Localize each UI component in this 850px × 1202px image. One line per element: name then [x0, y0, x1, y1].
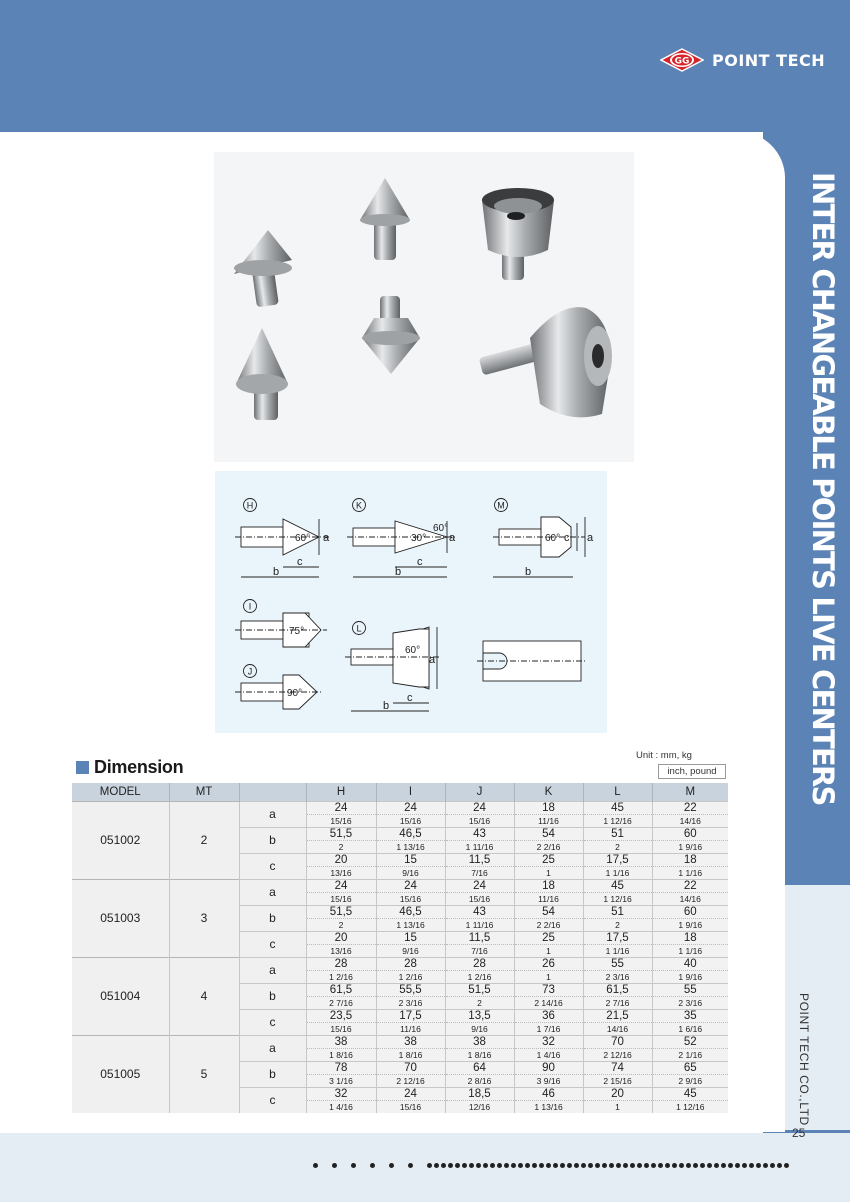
footer-dot	[434, 1163, 439, 1168]
value-inch-cell: 15/16	[445, 814, 514, 827]
table-row	[72, 801, 728, 814]
footer-dots	[313, 1163, 791, 1168]
value-mm-cell: 17,5	[583, 853, 652, 866]
table-row	[72, 957, 728, 970]
value-mm-cell: 40	[652, 957, 728, 970]
value-inch-cell: 2 8/16	[445, 1074, 514, 1087]
value-mm-cell: 24	[306, 801, 376, 814]
value-mm-cell: 18,5	[445, 1087, 514, 1100]
model-cell: 051002	[72, 801, 169, 879]
value-inch-cell: 1 9/16	[652, 918, 728, 931]
value-mm-cell: 24	[445, 801, 514, 814]
footer-dot	[567, 1163, 572, 1168]
value-inch-cell: 1 13/16	[376, 840, 445, 853]
footer-dot	[469, 1163, 474, 1168]
value-inch-cell: 2 2/16	[514, 840, 583, 853]
value-mm-cell: 55,5	[376, 983, 445, 996]
footer-dot	[389, 1163, 394, 1168]
value-mm-cell: 28	[306, 957, 376, 970]
value-inch-cell: 15/16	[306, 892, 376, 905]
diagram-l-dim-b: b	[383, 700, 390, 712]
value-inch-cell: 1 13/16	[514, 1100, 583, 1113]
header-l: L	[583, 783, 652, 801]
footer-dot	[408, 1163, 413, 1168]
value-mm-cell: 61,5	[306, 983, 376, 996]
value-mm-cell: 24	[376, 801, 445, 814]
footer-dot	[721, 1163, 726, 1168]
value-inch-cell: 2 1/16	[652, 1048, 728, 1061]
value-mm-cell: 26	[514, 957, 583, 970]
footer-dot	[313, 1163, 318, 1168]
value-inch-cell: 14/16	[583, 1022, 652, 1035]
dimension-table	[72, 783, 728, 1113]
dimension-key-cell: b	[239, 827, 306, 853]
footer-dot	[784, 1163, 789, 1168]
value-inch-cell: 9/16	[376, 866, 445, 879]
diagram-m-dim-b: b	[525, 566, 532, 578]
dimension-key-cell: a	[239, 957, 306, 983]
value-inch-cell: 2	[583, 840, 652, 853]
value-mm-cell: 17,5	[583, 931, 652, 944]
model-group	[72, 1035, 728, 1113]
footer-dot	[427, 1163, 432, 1168]
value-inch-cell: 2 12/16	[376, 1074, 445, 1087]
value-inch-cell: 1	[514, 944, 583, 957]
value-mm-cell: 13,5	[445, 1009, 514, 1022]
value-inch-cell: 1	[514, 970, 583, 983]
value-inch-cell: 2 12/16	[583, 1048, 652, 1061]
value-inch-cell: 11/16	[514, 814, 583, 827]
value-mm-cell: 28	[445, 957, 514, 970]
diagram-k-dim-b: b	[395, 566, 402, 578]
footer-dot	[476, 1163, 481, 1168]
footer-dot	[332, 1163, 337, 1168]
footer-dot	[581, 1163, 586, 1168]
logo-mark-text: GG	[674, 56, 690, 67]
value-mm-cell: 46,5	[376, 827, 445, 840]
footer-dot	[749, 1163, 754, 1168]
value-inch-cell: 2	[445, 996, 514, 1009]
diagram-k-dim-c: c	[417, 556, 423, 568]
dimension-key-cell: a	[239, 801, 306, 827]
value-inch-cell: 2 15/16	[583, 1074, 652, 1087]
value-inch-cell: 1 13/16	[376, 918, 445, 931]
dimension-marker	[76, 761, 89, 774]
footer-dot	[728, 1163, 733, 1168]
value-mm-cell: 43	[445, 827, 514, 840]
footer-dot	[742, 1163, 747, 1168]
diagram-j-label: J	[247, 666, 253, 677]
value-inch-cell: 15/16	[376, 814, 445, 827]
footer-dot	[637, 1163, 642, 1168]
footer-dot	[602, 1163, 607, 1168]
mt-cell: 2	[169, 801, 239, 879]
value-mm-cell: 51,5	[306, 905, 376, 918]
technical-diagram	[215, 471, 607, 733]
value-inch-cell: 2 3/16	[376, 996, 445, 1009]
mt-cell: 5	[169, 1035, 239, 1113]
footer-dot	[686, 1163, 691, 1168]
value-mm-cell: 70	[583, 1035, 652, 1048]
value-mm-cell: 22	[652, 801, 728, 814]
value-inch-cell: 13/16	[306, 866, 376, 879]
page-number: 25	[792, 1126, 806, 1140]
value-mm-cell: 51,5	[445, 983, 514, 996]
footer-dot	[574, 1163, 579, 1168]
diagram-k-angle-outer: 60°	[433, 523, 449, 534]
value-inch-cell: 12/16	[445, 1100, 514, 1113]
value-mm-cell: 20	[583, 1087, 652, 1100]
value-inch-cell: 1 12/16	[652, 1100, 728, 1113]
value-mm-cell: 54	[514, 827, 583, 840]
value-inch-cell: 1 8/16	[445, 1048, 514, 1061]
footer-dot	[609, 1163, 614, 1168]
header-m: M	[652, 783, 728, 801]
value-inch-cell: 9/16	[445, 1022, 514, 1035]
value-mm-cell: 18	[652, 853, 728, 866]
footer-dot	[370, 1163, 375, 1168]
value-inch-cell: 1 2/16	[376, 970, 445, 983]
value-mm-cell: 73	[514, 983, 583, 996]
diagram-l-dim-c: c	[407, 692, 413, 704]
value-inch-cell: 14/16	[652, 814, 728, 827]
value-inch-cell: 15/16	[306, 1022, 376, 1035]
footer-dot	[483, 1163, 488, 1168]
value-inch-cell: 15/16	[376, 1100, 445, 1113]
footer-dot	[490, 1163, 495, 1168]
value-mm-cell: 25	[514, 931, 583, 944]
footer-dot	[616, 1163, 621, 1168]
value-mm-cell: 28	[376, 957, 445, 970]
footer-dot	[560, 1163, 565, 1168]
value-mm-cell: 21,5	[583, 1009, 652, 1022]
footer-dot	[658, 1163, 663, 1168]
value-mm-cell: 65	[652, 1061, 728, 1074]
value-mm-cell: 38	[376, 1035, 445, 1048]
footer-dot	[511, 1163, 516, 1168]
value-inch-cell: 2	[306, 840, 376, 853]
diagram-m-dim-c: c	[564, 532, 570, 544]
diagram-k-dim-a: a	[449, 532, 456, 544]
footer-dot	[441, 1163, 446, 1168]
header-j: J	[445, 783, 514, 801]
footer-dot	[714, 1163, 719, 1168]
footer-dot	[735, 1163, 740, 1168]
value-inch-cell: 2 3/16	[583, 970, 652, 983]
footer-dot	[770, 1163, 775, 1168]
value-inch-cell: 1 6/16	[652, 1022, 728, 1035]
footer-dot	[644, 1163, 649, 1168]
diagram-cross-section	[477, 641, 587, 681]
dimension-key-cell: c	[239, 1087, 306, 1113]
value-inch-cell: 2 7/16	[306, 996, 376, 1009]
model-group	[72, 879, 728, 957]
value-mm-cell: 18	[652, 931, 728, 944]
value-mm-cell: 43	[445, 905, 514, 918]
value-inch-cell: 1 12/16	[583, 892, 652, 905]
model-cell: 051004	[72, 957, 169, 1035]
value-mm-cell: 24	[445, 879, 514, 892]
value-inch-cell: 1 1/16	[652, 944, 728, 957]
value-mm-cell: 64	[445, 1061, 514, 1074]
value-mm-cell: 61,5	[583, 983, 652, 996]
value-inch-cell: 2 9/16	[652, 1074, 728, 1087]
footer-dot	[665, 1163, 670, 1168]
value-mm-cell: 15	[376, 931, 445, 944]
value-mm-cell: 38	[445, 1035, 514, 1048]
value-mm-cell: 17,5	[376, 1009, 445, 1022]
footer-dot	[700, 1163, 705, 1168]
value-inch-cell: 15/16	[376, 892, 445, 905]
diagram-l-label: L	[356, 623, 362, 634]
model-cell: 051005	[72, 1035, 169, 1113]
value-inch-cell: 1 9/16	[652, 970, 728, 983]
value-mm-cell: 45	[583, 879, 652, 892]
value-mm-cell: 36	[514, 1009, 583, 1022]
value-inch-cell: 2 3/16	[652, 996, 728, 1009]
value-mm-cell: 78	[306, 1061, 376, 1074]
table-header-row	[72, 783, 728, 801]
value-mm-cell: 90	[514, 1061, 583, 1074]
value-mm-cell: 24	[376, 879, 445, 892]
footer-dot	[532, 1163, 537, 1168]
value-mm-cell: 45	[583, 801, 652, 814]
model-cell: 051003	[72, 879, 169, 957]
value-mm-cell: 52	[652, 1035, 728, 1048]
product-photo	[214, 152, 634, 462]
logo-diamond-icon	[660, 48, 704, 72]
value-inch-cell: 1 1/16	[583, 866, 652, 879]
value-mm-cell: 24	[376, 1087, 445, 1100]
diagram-m-label: M	[497, 500, 505, 511]
footer-dot	[679, 1163, 684, 1168]
value-mm-cell: 18	[514, 879, 583, 892]
value-inch-cell: 13/16	[306, 944, 376, 957]
value-mm-cell: 32	[514, 1035, 583, 1048]
footer-dot	[756, 1163, 761, 1168]
table-row	[72, 1035, 728, 1048]
footer-dot	[707, 1163, 712, 1168]
value-mm-cell: 60	[652, 905, 728, 918]
value-inch-cell: 1 8/16	[376, 1048, 445, 1061]
footer-dot	[777, 1163, 782, 1168]
diagram-h-dim-b: b	[273, 566, 280, 578]
diagram-i-angle: 75°	[289, 626, 305, 637]
value-mm-cell: 32	[306, 1087, 376, 1100]
footer-dot	[462, 1163, 467, 1168]
dimension-key-cell: c	[239, 931, 306, 957]
value-mm-cell: 20	[306, 931, 376, 944]
value-mm-cell: 20	[306, 853, 376, 866]
footer-dot	[672, 1163, 677, 1168]
header-model: MODEL	[72, 783, 169, 801]
value-inch-cell: 1 1/16	[583, 944, 652, 957]
diagram-l-dim-a: a	[429, 654, 436, 666]
value-mm-cell: 35	[652, 1009, 728, 1022]
value-inch-cell: 2 2/16	[514, 918, 583, 931]
dimension-key-cell: c	[239, 1009, 306, 1035]
value-inch-cell: 2	[306, 918, 376, 931]
footer-dot	[553, 1163, 558, 1168]
value-inch-cell: 1	[514, 866, 583, 879]
model-group	[72, 801, 728, 879]
value-inch-cell: 1 9/16	[652, 840, 728, 853]
brand-name: POINT TECH	[712, 50, 826, 70]
diagram-h-label: H	[246, 500, 254, 511]
value-mm-cell: 51	[583, 905, 652, 918]
diagram-m-dim-a: a	[587, 532, 594, 544]
value-inch-cell: 2 14/16	[514, 996, 583, 1009]
footer-dot	[693, 1163, 698, 1168]
dimension-key-cell: b	[239, 1061, 306, 1087]
footer-dot	[595, 1163, 600, 1168]
vertical-page-title: INTER CHANGEABLE POINTS LIVE CENTERS	[806, 172, 840, 805]
unit-label-imperial: inch, pound	[658, 764, 726, 779]
diagram-i-label: I	[248, 601, 252, 612]
value-inch-cell: 1 4/16	[306, 1100, 376, 1113]
header-k: K	[514, 783, 583, 801]
footer-dot	[588, 1163, 593, 1168]
value-mm-cell: 23,5	[306, 1009, 376, 1022]
footer-dot	[504, 1163, 509, 1168]
diagram-h-angle: 60°	[295, 533, 311, 544]
footer-dot	[448, 1163, 453, 1168]
diagram-j-angle: 90°	[287, 688, 303, 699]
footer-dot	[351, 1163, 356, 1168]
brand-logo	[660, 48, 825, 72]
value-inch-cell: 2	[583, 918, 652, 931]
value-inch-cell: 1 4/16	[514, 1048, 583, 1061]
value-inch-cell: 9/16	[376, 944, 445, 957]
diagram-l-angle: 60°	[405, 645, 421, 656]
diagram-h-dim-c: c	[297, 556, 303, 568]
footer-dot	[651, 1163, 656, 1168]
header-h: H	[306, 783, 376, 801]
header-dim	[239, 783, 306, 801]
value-mm-cell: 25	[514, 853, 583, 866]
value-inch-cell: 15/16	[306, 814, 376, 827]
value-mm-cell: 38	[306, 1035, 376, 1048]
value-inch-cell: 3 1/16	[306, 1074, 376, 1087]
footer-dot	[623, 1163, 628, 1168]
value-mm-cell: 70	[376, 1061, 445, 1074]
value-inch-cell: 1 11/16	[445, 918, 514, 931]
value-inch-cell: 1 2/16	[445, 970, 514, 983]
model-group	[72, 957, 728, 1035]
table-row	[72, 879, 728, 892]
value-mm-cell: 55	[583, 957, 652, 970]
diagram-h-dim-a: a	[323, 532, 330, 544]
value-inch-cell: 7/16	[445, 944, 514, 957]
value-inch-cell: 1 1/16	[652, 866, 728, 879]
value-inch-cell: 11/16	[514, 892, 583, 905]
value-mm-cell: 51,5	[306, 827, 376, 840]
value-mm-cell: 46,5	[376, 905, 445, 918]
value-inch-cell: 1 7/16	[514, 1022, 583, 1035]
diagram-m-angle: 60°	[545, 533, 561, 544]
mt-cell: 3	[169, 879, 239, 957]
value-inch-cell: 1 2/16	[306, 970, 376, 983]
footer-dot	[763, 1163, 768, 1168]
value-mm-cell: 74	[583, 1061, 652, 1074]
dimension-key-cell: c	[239, 853, 306, 879]
value-mm-cell: 11,5	[445, 931, 514, 944]
value-inch-cell: 14/16	[652, 892, 728, 905]
value-inch-cell: 3 9/16	[514, 1074, 583, 1087]
value-mm-cell: 46	[514, 1087, 583, 1100]
value-mm-cell: 55	[652, 983, 728, 996]
dimension-key-cell: b	[239, 905, 306, 931]
value-mm-cell: 11,5	[445, 853, 514, 866]
value-inch-cell: 7/16	[445, 866, 514, 879]
value-inch-cell: 1 11/16	[445, 840, 514, 853]
value-mm-cell: 54	[514, 905, 583, 918]
dimension-key-cell: a	[239, 879, 306, 905]
header-i: I	[376, 783, 445, 801]
value-mm-cell: 22	[652, 879, 728, 892]
value-mm-cell: 60	[652, 827, 728, 840]
value-inch-cell: 11/16	[376, 1022, 445, 1035]
value-mm-cell: 45	[652, 1087, 728, 1100]
value-inch-cell: 1 8/16	[306, 1048, 376, 1061]
value-mm-cell: 18	[514, 801, 583, 814]
footer-dot	[497, 1163, 502, 1168]
footer-dot	[546, 1163, 551, 1168]
footer-dot	[525, 1163, 530, 1168]
vertical-company-name: POINT TECH CO.,LTD	[797, 993, 811, 1126]
diagram-k-label: K	[355, 500, 363, 511]
value-mm-cell: 15	[376, 853, 445, 866]
header-mt: MT	[169, 783, 239, 801]
unit-label: Unit : mm, kg	[636, 750, 692, 761]
dimension-key-cell: a	[239, 1035, 306, 1061]
footer-dot	[455, 1163, 460, 1168]
footer-dot	[630, 1163, 635, 1168]
value-inch-cell: 2 7/16	[583, 996, 652, 1009]
footer-dot	[518, 1163, 523, 1168]
footer-dot	[539, 1163, 544, 1168]
dimension-title: Dimension	[94, 757, 184, 777]
diagram-k-angle-inner: 30°	[411, 533, 427, 544]
value-inch-cell: 1 12/16	[583, 814, 652, 827]
dimension-key-cell: b	[239, 983, 306, 1009]
value-mm-cell: 24	[306, 879, 376, 892]
value-inch-cell: 1	[583, 1100, 652, 1113]
value-inch-cell: 15/16	[445, 892, 514, 905]
value-mm-cell: 51	[583, 827, 652, 840]
mt-cell: 4	[169, 957, 239, 1035]
